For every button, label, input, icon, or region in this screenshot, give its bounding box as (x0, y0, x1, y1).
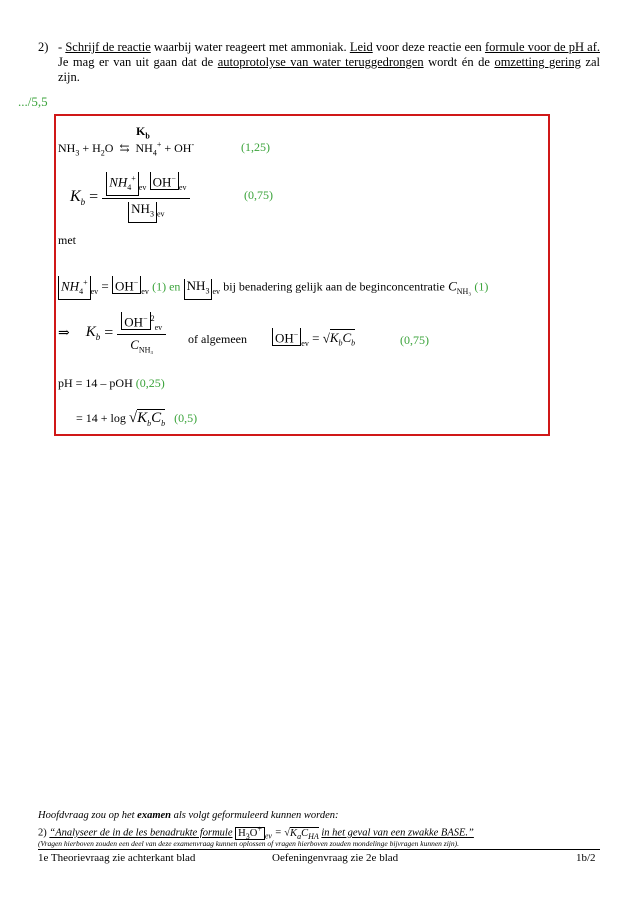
result-line: ⇒ $K_b$ = $\frac{OH^- ^2_{ev}}{C_{NH_3}}$ (58, 312, 166, 355)
question-block (38, 40, 600, 85)
general-formula: $OH^-_{ev} = √K_bC_b$ (272, 328, 355, 348)
met-label: met (58, 233, 76, 247)
approximation-line: $NH_4^+_{ev} = OH^-_{ev}$ (1) en $NH_3$ $_{ev}$ bij benadering gelijk aan de beginconcentratie $C_{NH_3}$ (1) (58, 276, 488, 300)
of-algemeen-label: of algemeen (188, 332, 247, 346)
footer-line1: Hoofdvraag zou op het examen als volgt geformuleerd kunnen worden: (38, 810, 339, 821)
footer-divider (38, 849, 600, 850)
kb-arrow-label: $K_b$ (136, 124, 150, 141)
reaction-equation: $NH_3 + H_2O$ ⇆ $NH_4^+ + OH^-$ (58, 140, 195, 158)
footer-line3: (Vragen hierboven zouden een deel van deze examenvraag kunnen oplossen of vragen hierboven zouden mondelinge bijvragen kunnen zijn). (38, 839, 459, 848)
ph-line: pH = 14 – pOH (0,25) (58, 376, 165, 390)
reaction-points: (1,25) (241, 140, 270, 154)
footer-page: 1b/2 (576, 852, 596, 864)
kb-expression-points: (0,75) (244, 188, 273, 202)
question-text: - Schrijf de reactie waarbij water reageert met ammoniak. Leid voor deze reactie een formule voor de pH af. Je mag er van uit gaan dat de autoprotolyse van water teruggedrongen wordt én de omzetting gering zal zijn. (58, 40, 600, 84)
equilibrium-arrow-icon: ⇆ (116, 141, 133, 155)
ph-final-line: = $14 + \log √K_bC_b$ (0,5) (76, 410, 198, 428)
question-number: 2) (38, 40, 49, 54)
result-points: (0,75) (400, 333, 429, 347)
kb-expression: $K_b$ = $\frac{NH_4^+_{ev} OH^-_{ev}}{NH_3 _{ev}}$ (70, 172, 190, 223)
footer-left: 1e Theorievraag zie achterkant blad (38, 852, 196, 864)
implies-arrow-icon: ⇒ (58, 325, 70, 341)
footer-line2: 2) “Analyseer de in de les benadrukte formule $H_3O^+_{ev} = √K_aC_{HA}$ in het geval van een zwakke BASE.” (38, 824, 474, 841)
footer-middle: Oefeningenvraag zie 2e blad (272, 852, 399, 864)
score-label: .../5,5 (18, 94, 48, 109)
